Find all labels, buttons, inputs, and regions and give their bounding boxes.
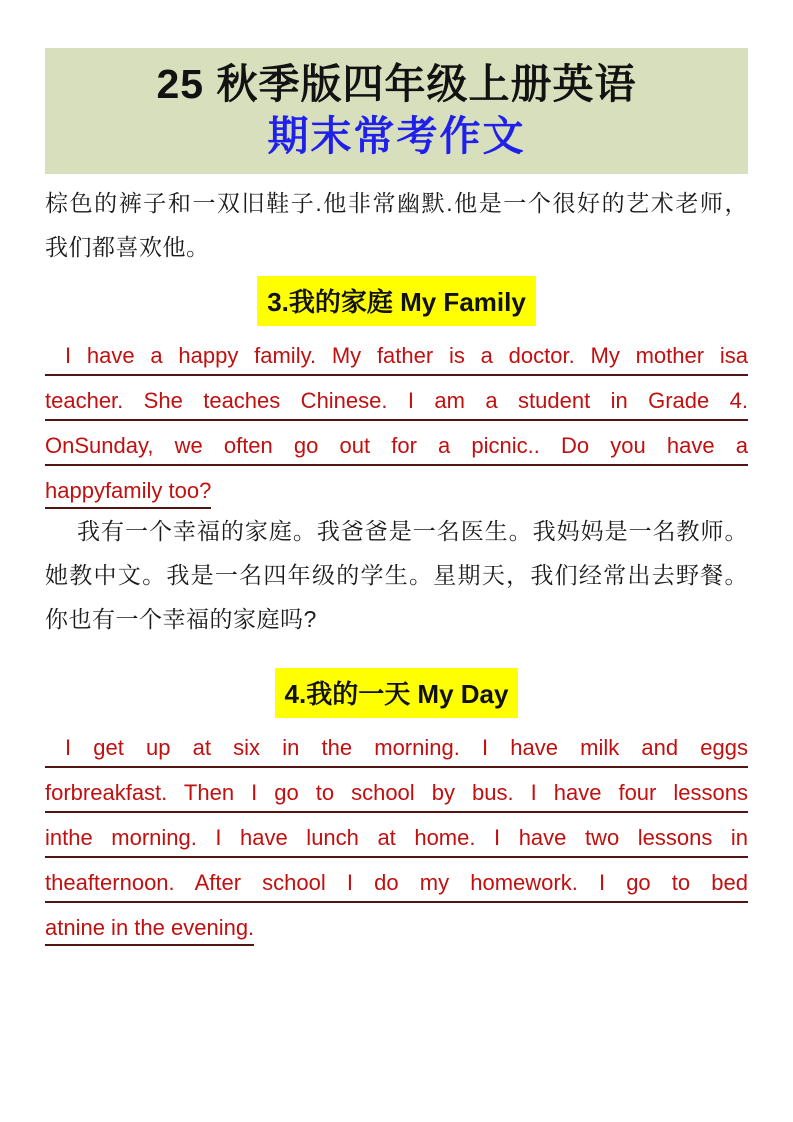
day-essay-en-line: I get up at six in the morning. I have milk and eggs bbox=[45, 734, 748, 768]
family-essay-en-line: teacher. She teaches Chinese. I am a student in Grade 4. bbox=[45, 387, 748, 421]
section-day-heading-label: 4.我的一天 My Day bbox=[275, 668, 519, 718]
day-essay-en-line: forbreakfast. Then I go to school by bus. I have four lessons bbox=[45, 779, 748, 813]
day-essay-en-line-text: atnine in the evening. bbox=[45, 915, 254, 946]
title-banner bbox=[45, 48, 748, 174]
family-essay-cn-line: 我有一个幸福的家庭。我爸爸是一名医生。我妈妈是一名教师。 bbox=[77, 518, 748, 544]
section-day-heading bbox=[45, 668, 748, 718]
family-essay-en-line bbox=[45, 477, 748, 505]
section-family-heading-label: 3.我的家庭 My Family bbox=[257, 276, 536, 326]
intro-paragraph-line: 棕色的裤子和一双旧鞋子.他非常幽默.他是一个很好的艺术老师， bbox=[45, 190, 748, 216]
family-essay-cn-line: 你也有一个幸福的家庭吗? bbox=[45, 606, 317, 632]
family-essay-en-line: OnSunday, we often go out for a picnic.. Do you have a bbox=[45, 432, 748, 466]
section-family-heading bbox=[45, 276, 748, 326]
family-essay-en-line: I have a happy family. My father is a doctor. My mother isa bbox=[45, 342, 748, 376]
document-body bbox=[45, 188, 748, 942]
family-essay-cn-line: 她教中文。我是一名四年级的学生。星期天，我们经常出去野餐。 bbox=[45, 562, 748, 588]
day-essay-en-line bbox=[45, 914, 748, 942]
document-subtitle: 期末常考作文 bbox=[267, 113, 526, 159]
day-essay-en-line: theafternoon. After school I do my homework. I go to bed bbox=[45, 869, 748, 903]
day-essay-en-line: inthe morning. I have lunch at home. I have two lessons in bbox=[45, 824, 748, 858]
document-title: 25 秋季版四年级上册英语 bbox=[156, 61, 637, 107]
family-essay-en-line-text: happyfamily too? bbox=[45, 478, 211, 509]
intro-paragraph-line: 我们都喜欢他。 bbox=[45, 234, 210, 260]
